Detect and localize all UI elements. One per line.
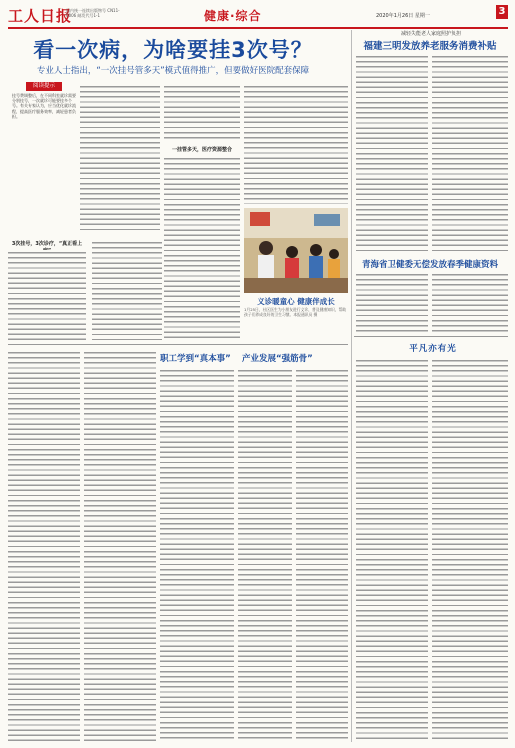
main-subhead: 专业人士指出，“一次挂号管多天”模式值得推广，但要做好医院配套保障 <box>36 66 310 76</box>
lower-headline-left: 职工学到“真本事” <box>160 354 231 364</box>
article-column-3b <box>164 156 240 340</box>
article-subtitle-1: 3次挂号，3次诊疗，“真正看上 <box>11 241 83 247</box>
news-photo <box>244 208 348 293</box>
lower-article-left2 <box>84 350 156 742</box>
right-headline: 福建三明发放养老服务消费补贴 <box>363 41 497 52</box>
photo-caption-title: 义诊暖童心 健康伴成长 <box>257 297 335 306</box>
masthead <box>8 5 508 29</box>
column-divider <box>351 30 352 742</box>
reading-tip-text: 挂号费调整后，在不同科室就诊需要分别挂号，一次就诊可能要挂多个号。有关专家认为，应当优化就诊流程，提高医疗服务效率，减轻患者负担。 <box>12 93 76 119</box>
lower-headline-mid: 产业发展“强筋骨” <box>242 354 313 364</box>
right-divider <box>354 336 508 337</box>
lower-divider <box>8 344 348 345</box>
article-column-1b <box>8 250 86 340</box>
article-column-2 <box>92 240 162 340</box>
article-column-1a <box>80 84 160 234</box>
right-article-1 <box>356 54 428 254</box>
photo-image <box>244 208 348 293</box>
lower-article-left <box>8 350 80 742</box>
masthead-info: 国内统一连续出版物号 CN11-0006 邮发代号1-1 <box>66 8 120 18</box>
reading-tip-box <box>12 82 78 134</box>
article-column-4 <box>244 84 348 204</box>
right-kicker: 减轻失能老人家庭照护负担 <box>400 31 461 37</box>
right-article-2 <box>356 272 428 332</box>
right-article-3b <box>432 358 508 742</box>
lower-article-mid1 <box>160 368 234 742</box>
section-title: 健康·综合 <box>204 9 262 23</box>
main-headline: 看一次病，为啥要挂3次号？ <box>33 38 313 62</box>
article-subtitle-2: 一挂管多天，医疗资源整合 <box>171 147 232 153</box>
dateline: 2020年1月26日 星期一 <box>376 13 430 19</box>
right-article-2b <box>432 272 508 332</box>
reading-tip-tag: 阅读提示 <box>26 82 62 91</box>
right-column-head: 平凡亦有光 <box>409 344 457 354</box>
page-number-badge: 3 <box>496 5 508 19</box>
right-headline-2: 青海省卫健委无偿发放春季健康资料 <box>361 260 498 270</box>
article-column-3 <box>164 84 240 142</box>
lower-article-mid3 <box>296 368 348 742</box>
right-article-3 <box>356 358 428 742</box>
photo-caption: 1月25日，社区医生为小朋友进行义诊，普及健康知识，帮助孩子们养成良好的卫生习惯。本报通讯员 摄 <box>244 307 347 317</box>
right-article-1b <box>432 54 508 254</box>
newspaper-logo: 工人日报 <box>8 7 73 25</box>
lower-article-mid2 <box>238 368 292 742</box>
